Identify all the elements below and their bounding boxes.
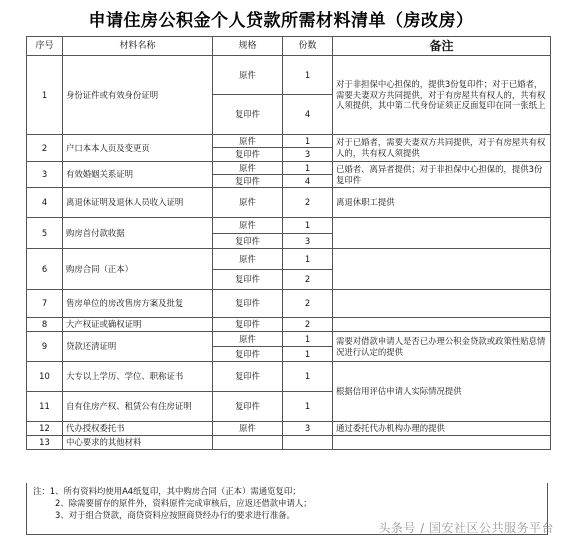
material-spec: 原件 bbox=[213, 56, 283, 95]
material-remark: 离退休职工提供 bbox=[333, 188, 551, 218]
header-no: 序号 bbox=[27, 37, 63, 56]
material-remark: 已婚者、离异者提供；对于非担保中心担保的，提供3份复印件 bbox=[333, 162, 551, 188]
material-count bbox=[283, 436, 333, 450]
row-number: 11 bbox=[27, 392, 63, 422]
material-spec: 复印件 bbox=[213, 270, 283, 290]
material-name: 购房合同（正本） bbox=[63, 249, 213, 290]
material-count: 1 bbox=[283, 56, 333, 95]
row-number: 2 bbox=[27, 135, 63, 162]
material-spec: 复印件 bbox=[213, 290, 283, 318]
material-remark: 对于非担保中心担保的，提供3份复印件；对于已婚者，需要夫妻双方共同提供，对于有房屋共有权人的，共有权人须提供，其中第二代身份证须正反面复印在同一张纸上 bbox=[333, 56, 551, 135]
material-spec: 原件 bbox=[213, 162, 283, 175]
material-name: 贷款还清证明 bbox=[63, 332, 213, 362]
material-count: 4 bbox=[283, 95, 333, 135]
material-spec: 原件 bbox=[213, 422, 283, 436]
header-row bbox=[27, 37, 551, 56]
material-spec: 原件 bbox=[213, 135, 283, 148]
note-line-2: 2、除需要留存的原件外，资料原件完成审核后，应返还借款申请人； bbox=[55, 498, 312, 508]
table-row bbox=[27, 362, 551, 392]
material-count: 1 bbox=[283, 362, 333, 392]
material-count: 1 bbox=[283, 347, 333, 362]
row-number: 7 bbox=[27, 290, 63, 318]
material-name: 代办授权委托书 bbox=[63, 422, 213, 436]
material-spec: 复印件 bbox=[213, 175, 283, 188]
row-number: 6 bbox=[27, 249, 63, 290]
material-name: 离退休证明及退休人员收入证明 bbox=[63, 188, 213, 218]
watermark: 头条号 / 国安社区公共服务平台 bbox=[378, 521, 554, 535]
material-remark: 对于已婚者，需要夫妻双方共同提供，对于有房屋共有权人的，共有权人须提供 bbox=[333, 135, 551, 162]
material-spec: 原件 bbox=[213, 218, 283, 234]
header-remarks: 备注 bbox=[333, 37, 551, 56]
row-number: 1 bbox=[27, 56, 63, 135]
row-number: 5 bbox=[27, 218, 63, 249]
material-count: 3 bbox=[283, 148, 333, 162]
row-number: 12 bbox=[27, 422, 63, 436]
row-number: 10 bbox=[27, 362, 63, 392]
material-count: 4 bbox=[283, 175, 333, 188]
material-name: 大产权证或确权证明 bbox=[63, 318, 213, 332]
table-row bbox=[27, 135, 551, 148]
material-remark: 需要对借款申请人是否已办理公积金贷款或政策性贴息情况进行认定的提供 bbox=[333, 332, 551, 362]
note-line-3: 3、对于组合贷款，商贷资料应按照商贷经办行的要求进行准备。 bbox=[55, 510, 295, 520]
material-name: 大专以上学历、学位、职称证书 bbox=[63, 362, 213, 392]
material-count: 1 bbox=[283, 332, 333, 347]
header-spec: 规格 bbox=[213, 37, 283, 56]
material-spec: 原件 bbox=[213, 188, 283, 218]
material-spec: 复印件 bbox=[213, 392, 283, 422]
table-row bbox=[27, 318, 551, 332]
table-row bbox=[27, 290, 551, 318]
table-row bbox=[27, 218, 551, 234]
material-spec: 原件 bbox=[213, 249, 283, 270]
material-name: 户口本本人页及变更页 bbox=[63, 135, 213, 162]
material-name: 自有住房产权、租赁公有住房证明 bbox=[63, 392, 213, 422]
table-row bbox=[27, 162, 551, 175]
row-number: 4 bbox=[27, 188, 63, 218]
material-remark bbox=[333, 249, 551, 290]
material-spec: 复印件 bbox=[213, 362, 283, 392]
material-count: 1 bbox=[283, 135, 333, 148]
header-name: 材料名称 bbox=[63, 37, 213, 56]
material-count: 1 bbox=[283, 162, 333, 175]
table-row bbox=[27, 188, 551, 218]
material-count: 2 bbox=[283, 290, 333, 318]
material-count: 2 bbox=[283, 318, 333, 332]
material-count: 1 bbox=[283, 392, 333, 422]
table-row bbox=[27, 332, 551, 347]
material-name: 购房首付款收据 bbox=[63, 218, 213, 249]
material-count: 2 bbox=[283, 188, 333, 218]
material-remark bbox=[333, 436, 551, 450]
note-line-1: 注：1、所有资料均使用A4纸复印，其中购房合同（正本）需通览复印； bbox=[33, 486, 301, 496]
row-number: 3 bbox=[27, 162, 63, 188]
material-name: 身份证件或有效身份证明 bbox=[63, 56, 213, 135]
material-name: 有效婚姻关系证明 bbox=[63, 162, 213, 188]
material-remark bbox=[333, 290, 551, 318]
material-count: 1 bbox=[283, 249, 333, 270]
materials-table bbox=[26, 36, 551, 450]
material-remark: 通过委托代办机构办理的提供 bbox=[333, 422, 551, 436]
material-spec: 复印件 bbox=[213, 318, 283, 332]
material-remark bbox=[333, 218, 551, 249]
row-number: 9 bbox=[27, 332, 63, 362]
table-row bbox=[27, 436, 551, 450]
material-spec: 复印件 bbox=[213, 148, 283, 162]
material-count: 3 bbox=[283, 234, 333, 249]
material-remark bbox=[333, 318, 551, 332]
page-title: 申请住房公积金个人贷款所需材料清单（房改房） bbox=[88, 11, 474, 31]
material-count: 2 bbox=[283, 270, 333, 290]
table-row bbox=[27, 249, 551, 270]
material-spec bbox=[213, 436, 283, 450]
material-spec: 复印件 bbox=[213, 347, 283, 362]
material-name: 售房单位的房改售房方案及批复 bbox=[63, 290, 213, 318]
material-spec: 复印件 bbox=[213, 234, 283, 249]
table-row bbox=[27, 56, 551, 95]
material-spec: 原件 bbox=[213, 332, 283, 347]
header-count: 份数 bbox=[283, 37, 333, 56]
material-count: 1 bbox=[283, 218, 333, 234]
material-spec: 复印件 bbox=[213, 95, 283, 135]
row-number: 13 bbox=[27, 436, 63, 450]
material-name: 中心要求的其他材料 bbox=[63, 436, 213, 450]
table-row bbox=[27, 422, 551, 436]
material-remark: 根据信用评估申请人实际情况提供 bbox=[333, 362, 551, 422]
material-count: 3 bbox=[283, 422, 333, 436]
row-number: 8 bbox=[27, 318, 63, 332]
